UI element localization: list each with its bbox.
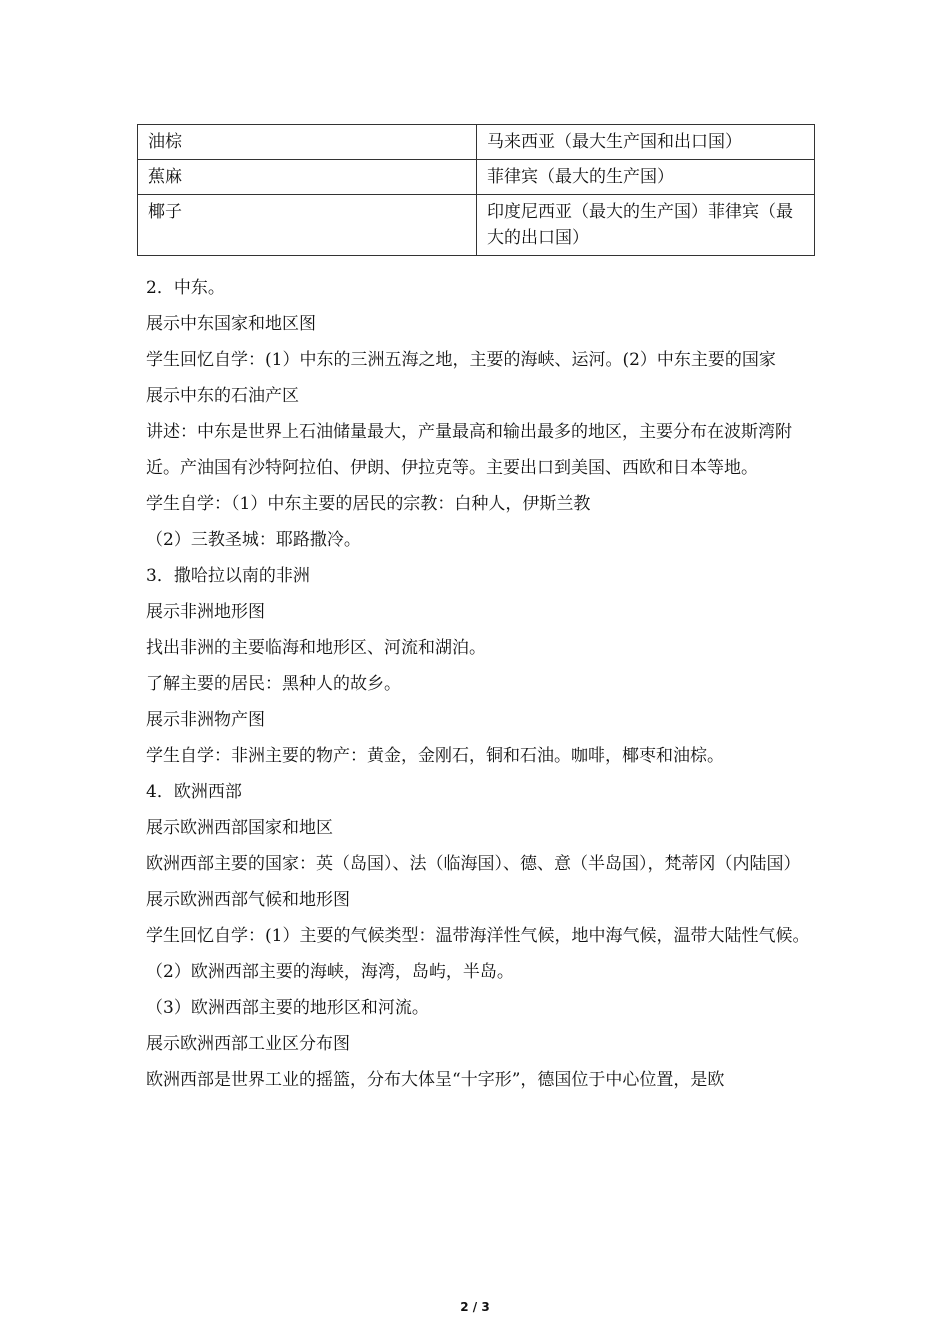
- paragraph: 欧洲西部是世界工业的摇篮，分布大体呈“十字形”，德国位于中心位置，是欧: [146, 1070, 725, 1090]
- section-heading: 4．欧洲西部: [146, 782, 242, 802]
- paragraph: （3）欧洲西部主要的地形区和河流。: [146, 998, 429, 1018]
- paragraph: 展示非洲地形图: [146, 602, 265, 622]
- paragraph: 展示欧洲西部国家和地区: [146, 818, 333, 838]
- table-row: [138, 125, 815, 160]
- section-heading: 2．中东。: [146, 278, 225, 298]
- paragraph: 展示中东国家和地区图: [146, 314, 316, 334]
- paragraph: 展示非洲物产图: [146, 710, 265, 730]
- paragraph: （2）三教圣城：耶路撒冷。: [146, 530, 361, 550]
- paragraph: 学生回忆自学：(1）中东的三洲五海之地，主要的海峡、运河。(2）中东主要的国家: [146, 350, 776, 370]
- paragraph: 学生自学：（1）中东主要的居民的宗教：白种人，伊斯兰教: [146, 494, 591, 514]
- section-heading: 3．撒哈拉以南的非洲: [146, 566, 310, 586]
- paragraph: 找出非洲的主要临海和地形区、河流和湖泊。: [146, 638, 486, 658]
- table-row: [138, 160, 815, 195]
- paragraph: 学生回忆自学：(1）主要的气候类型：温带海洋性气候，地中海气候，温带大陆性气候。: [146, 926, 810, 946]
- paragraph: （2）欧洲西部主要的海峡，海湾，岛屿，半岛。: [146, 962, 514, 982]
- crop-table: [137, 124, 815, 256]
- body-text: [146, 270, 816, 1098]
- table-cell-crop: 油棕: [138, 125, 477, 160]
- table-row: [138, 195, 815, 256]
- table-cell-crop: 蕉麻: [138, 160, 477, 195]
- paragraph: 了解主要的居民：黑种人的故乡。: [146, 674, 401, 694]
- page-number: 2 / 3: [460, 1300, 490, 1314]
- paragraph: 展示欧洲西部工业区分布图: [146, 1034, 350, 1054]
- paragraph: 展示中东的石油产区: [146, 386, 299, 406]
- paragraph: 学生自学：非洲主要的物产：黄金，金刚石，铜和石油。咖啡，椰枣和油棕。: [146, 746, 724, 766]
- paragraph: 展示欧洲西部气候和地形图: [146, 890, 350, 910]
- table-cell-crop: 椰子: [138, 195, 477, 256]
- table-cell-region: 马来西亚（最大生产国和出口国）: [477, 125, 815, 160]
- paragraph: 欧洲西部主要的国家：英（岛国）、法（临海国）、德、意（半岛国），梵蒂冈（内陆国）: [146, 854, 801, 874]
- table-cell-region: 菲律宾（最大的生产国）: [477, 160, 815, 195]
- table-cell-region: 印度尼西亚（最大的生产国）菲律宾（最大的出口国）: [477, 195, 815, 256]
- paragraph: 讲述：中东是世界上石油储量最大，产量最高和输出最多的地区，主要分布在波斯湾附近。产油国有沙特阿拉伯、伊朗、伊拉克等。主要出口到美国、西欧和日本等地。: [146, 422, 792, 478]
